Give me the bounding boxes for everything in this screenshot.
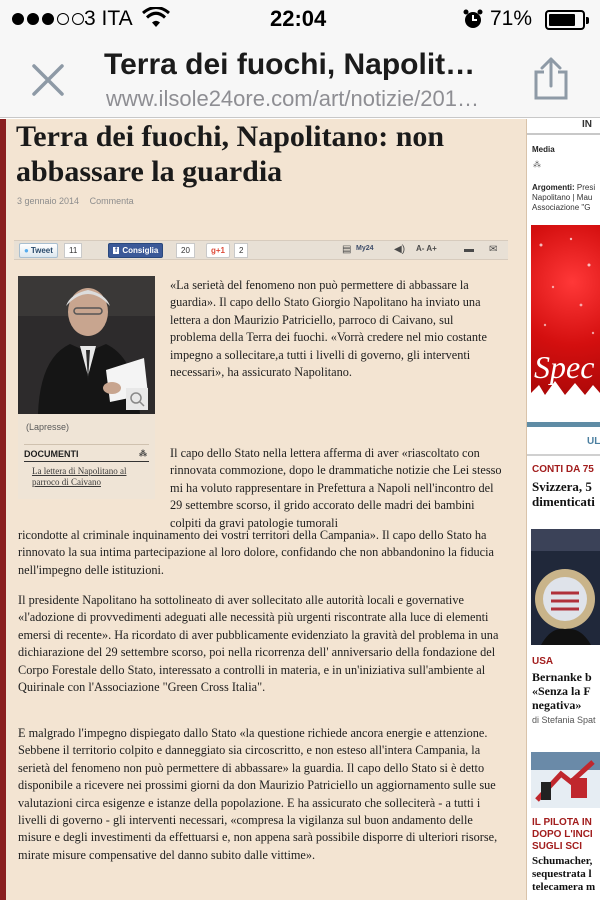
documents-divider — [24, 461, 149, 462]
news-category-line: DOPO L'INCI — [532, 829, 593, 840]
news-headline[interactable] — [532, 479, 595, 509]
article-headline: Terra dei fuochi, Napolitano: non abbassare la guardia — [16, 120, 445, 188]
news-category-line: SUGLI SCI — [532, 841, 583, 852]
right-sidebar — [527, 119, 600, 900]
status-time: 22:04 — [270, 6, 327, 31]
napolitano-photo-illustration — [18, 276, 155, 414]
news-thumbnail[interactable] — [531, 529, 600, 645]
email-icon[interactable]: ✉ — [489, 244, 498, 255]
twitter-bird-icon: ● — [24, 246, 29, 255]
topics-label: Argomenti: — [532, 183, 575, 192]
article-photo[interactable] — [18, 276, 155, 414]
bernanke-photo-illustration — [531, 529, 600, 645]
status-bar — [0, 0, 600, 40]
news-category-label[interactable] — [532, 817, 593, 853]
facebook-icon: f — [115, 247, 118, 254]
article-paragraph: ricondotte al criminale inquinamento dei vostri territori della Campania». Il capo dello Stato ha rinnovato la sua intima partecipazione al loro dolore, confidando che non abbandonino la fiducia nell'impegno delle istituzioni. — [18, 528, 494, 577]
photo-credit: (Lapresse) — [26, 422, 70, 432]
alarm-clock-icon — [462, 8, 484, 30]
battery-icon — [545, 10, 585, 30]
media-label: Media — [532, 145, 555, 154]
my24-icon[interactable]: ▤ — [342, 244, 352, 255]
tweet-count: 11 — [64, 243, 82, 258]
topics-box — [532, 183, 600, 213]
section-bar — [527, 422, 600, 427]
google-plus-count: 2 — [234, 243, 248, 258]
web-page — [0, 119, 600, 900]
latest-tab-label[interactable]: UL — [587, 436, 600, 447]
photo-caption-box — [18, 414, 155, 499]
news-headline[interactable] — [532, 855, 595, 894]
news-byline: di Stefania Spat — [532, 715, 596, 725]
news-headline-line: telecamera m — [532, 881, 596, 893]
tweet-label: Tweet — [30, 246, 53, 255]
article-paragraph: Il capo dello Stato nella lettera afferma di aver «riascoltato con rinnovata commozione, dopo le drammatiche notizie che Lei stesso mi ha voluto rappresentare in Prefettura a Napoli nell'incontro del 29 settembre scorso, il grido accorato delle madri dei bambini colpiti da gravi patologie tumorali — [170, 446, 502, 530]
article-date: 3 gennaio 2014 — [17, 196, 80, 206]
news-headline-line: Svizzera, 5 — [532, 479, 592, 494]
news-headline-line: dimenticati — [532, 494, 595, 509]
battery-percentage: 71% — [490, 7, 533, 30]
news-category-label[interactable]: USA — [532, 656, 554, 667]
article-paragraph: Il presidente Napolitano ha sottolineato di aver sollecitato alle autorità locali e governative «l'adozione di provvedimenti adeguati alle necessità più urgenti riscontrate alla luce di elementi emersi di recente». Ha ricordato di aver pubblicamente evidenziato la gravità del problema in una dichiarazione del 29 settembre scorso, poi nella ricorrenza dell' anniversario della fondazione del Corpo Forestale dello Stato, interessato a controlli in materia, e in un'iniziativa sull'ambiente al Quirinale con l'Associazione "Green Cross Italia". — [18, 593, 499, 695]
facebook-recommend-button[interactable] — [108, 243, 163, 258]
tweet-button[interactable] — [19, 243, 58, 258]
news-headline-line: sequestrata l — [532, 868, 592, 880]
speaker-icon[interactable]: ◀) — [394, 244, 406, 255]
consiglia-label: Consiglia — [122, 246, 159, 255]
document-link[interactable]: La lettera di Napolitano al parroco di Caivano — [32, 466, 127, 487]
ad-text: Spec — [534, 349, 595, 385]
my24-link[interactable]: My24 — [356, 245, 374, 252]
recommend-count: 20 — [176, 243, 195, 258]
ski-photo-illustration — [531, 752, 600, 808]
snowflake-decoration — [531, 225, 600, 415]
sidebar-divider — [527, 133, 600, 135]
news-headline-line: Schumacher, — [532, 855, 593, 867]
left-edge-bar — [0, 119, 6, 900]
sidebar-top-label: IN — [582, 119, 592, 130]
article-meta — [17, 196, 134, 206]
news-category-label[interactable]: CONTI DA 75 — [532, 464, 594, 475]
article-paragraph: «La serietà del fenomeno non può permettere di abbassare la guardia». Il capo dello Stato Giorgio Napolitano ha inviato una lettera a don Maurizio Patriciello, parroco di Caivano, sul problema della Terra dei fuochi. «Vorrà credere nel mio costante impegno a sollecitare,a tutti i livelli di governo, gli interventi necessari», ha assicurato Napolitano. — [170, 278, 487, 380]
topics-links[interactable]: Presi Napolitano | Mau Associazione "G — [532, 183, 596, 212]
font-size-controls[interactable]: A- A+ — [416, 244, 437, 253]
news-headline[interactable] — [532, 670, 592, 712]
documents-heading-label: DOCUMENTI — [24, 449, 79, 459]
carrier-name: 3 ITA — [84, 7, 133, 30]
share-toolbar — [14, 240, 508, 260]
google-plus-button[interactable]: g+1 — [206, 243, 230, 258]
close-icon[interactable] — [28, 60, 68, 100]
page-title: Terra dei fuochi, Napolit… — [104, 48, 476, 81]
news-category-line: IL PILOTA IN — [532, 817, 592, 828]
advertisement-banner[interactable] — [531, 225, 600, 415]
browser-header — [0, 40, 600, 118]
wifi-icon — [142, 7, 170, 29]
signal-strength-icon — [12, 13, 84, 25]
article-paragraph: E malgrado l'impegno dispiegato dallo Stato «la questione richiede ancora energie e attenzione. Sebbene il territorio colpito e danneggiato sia circoscritto, e non esteso all'intera Campania, la serietà del fenomeno non può permettere di abbassare» la guardia. Il capo dello Stato si è detto disponibile a ricevere nei prossimi giorni da don Maurizio Patriciello un aggiornamento sulle sue valutazioni circa esigenze e istanze della popolazione. E ha assicurato che solleciterà - a tutti i livelli di governo - gli interventi necessari, «compresa la vigilanza sul buon andamento delle misure e degli investimenti da effettuarsi e, non appena sarà possibile disporre di ulteriori risorse, mirate misure compensative del danno subito dalle vittime». — [18, 726, 498, 862]
section-divider — [527, 454, 600, 456]
news-headline-line: negativa» — [532, 698, 582, 712]
media-share-icon[interactable]: ⁂ — [533, 160, 541, 169]
share-icon[interactable] — [530, 56, 572, 102]
news-headline-line: «Senza la F — [532, 684, 591, 698]
share-nodes-icon[interactable]: ⁂ — [139, 449, 147, 458]
print-icon[interactable]: ▬ — [464, 244, 474, 255]
documents-heading — [24, 444, 149, 459]
page-url[interactable]: www.ilsole24ore.com/art/notizie/201… — [106, 86, 479, 111]
news-headline-line: Bernanke b — [532, 670, 592, 684]
comment-link[interactable]: Commenta — [89, 196, 134, 206]
news-thumbnail[interactable] — [531, 752, 600, 808]
